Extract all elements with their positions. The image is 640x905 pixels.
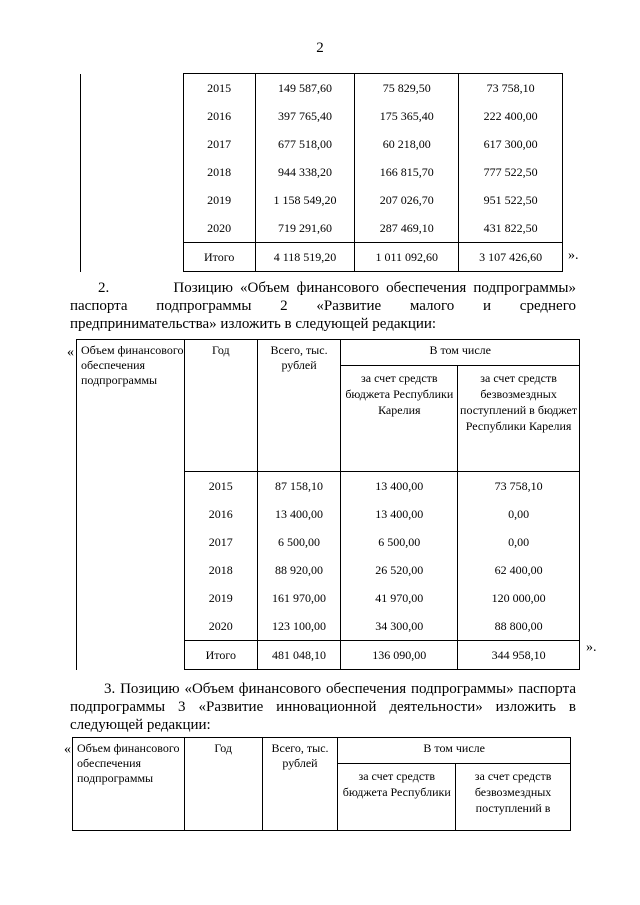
table-row: [81, 74, 563, 103]
table3-opening-quote: «: [64, 742, 71, 757]
page-number: 2: [316, 40, 324, 56]
total-cell: 1 158 549,20: [255, 186, 355, 214]
paragraph-3: 3. Позицию «Объем финансового обеспечения подпрограммы» паспорта подпрограммы 3 «Развитие инновационной деятельности» изложить в следующей редакции:: [70, 681, 576, 733]
including-header: В том числе: [341, 340, 580, 366]
budget-cell: 75 829,50: [355, 74, 459, 103]
year-cell: Итого: [184, 641, 257, 670]
other-cell: 73 758,10: [458, 472, 580, 501]
year-cell: 2020: [183, 214, 255, 243]
budget-cell: 175 365,40: [355, 102, 459, 130]
budget-cell: 1 011 092,60: [355, 243, 459, 272]
total-cell: 123 100,00: [257, 612, 341, 641]
total-cell: 149 587,60: [255, 74, 355, 103]
year-cell: 2017: [183, 130, 255, 158]
position-header: Объем финансового обеспечения подпрограммы: [73, 738, 185, 831]
total-header: Всего, тыс. рублей: [257, 340, 341, 472]
year-cell: 2020: [184, 612, 257, 641]
other-cell: 3 107 426,60: [459, 243, 563, 272]
budget-cell: 287 469,10: [355, 214, 459, 243]
budget-cell: 13 400,00: [341, 472, 458, 501]
total-cell: 6 500,00: [257, 528, 341, 556]
other-cell: 62 400,00: [458, 556, 580, 584]
year-cell: 2018: [184, 556, 257, 584]
table-row: [77, 472, 580, 501]
other-header: за счет средств безвозмездных поступлений в: [456, 764, 571, 831]
total-cell: 944 338,20: [255, 158, 355, 186]
budget-cell: 207 026,70: [355, 186, 459, 214]
other-header: за счет средств безвозмездных поступлений в бюджет Республики Карелия: [458, 366, 580, 472]
total-cell: 4 118 519,20: [255, 243, 355, 272]
empty-position-cell: [77, 472, 185, 670]
other-cell: 120 000,00: [458, 584, 580, 612]
position-header: Объем финансового обеспечения подпрограммы: [77, 340, 185, 472]
other-cell: 73 758,10: [459, 74, 563, 103]
other-cell: 951 522,50: [459, 186, 563, 214]
total-header: Всего, тыс. рублей: [262, 738, 338, 831]
other-cell: 0,00: [458, 500, 580, 528]
year-cell: 2019: [184, 584, 257, 612]
other-cell: 617 300,00: [459, 130, 563, 158]
other-cell: 0,00: [458, 528, 580, 556]
table-subprogram-1-continued: [80, 73, 563, 272]
budget-cell: 13 400,00: [341, 500, 458, 528]
paragraph-2: 2. Позицию «Объем финансового обеспечения подпрограммы» паспорта подпрограммы 2 «Развитие малого и среднего предпринимательства» изложить в следующей редакции:: [70, 280, 576, 332]
budget-cell: 6 500,00: [341, 528, 458, 556]
budget-cell: 34 300,00: [341, 612, 458, 641]
year-cell: 2015: [183, 74, 255, 103]
other-cell: 222 400,00: [459, 102, 563, 130]
year-cell: 2016: [183, 102, 255, 130]
budget-cell: 136 090,00: [341, 641, 458, 670]
total-cell: 677 518,00: [255, 130, 355, 158]
year-cell: 2018: [183, 158, 255, 186]
total-cell: 161 970,00: [257, 584, 341, 612]
other-cell: 88 800,00: [458, 612, 580, 641]
table2-opening-quote: «: [67, 345, 74, 360]
total-cell: 87 158,10: [257, 472, 341, 501]
other-cell: 344 958,10: [458, 641, 580, 670]
year-cell: Итого: [183, 243, 255, 272]
total-cell: 719 291,60: [255, 214, 355, 243]
other-cell: 777 522,50: [459, 158, 563, 186]
budget-header: за счет средств бюджета Республики Карелия: [341, 366, 458, 472]
year-cell: 2019: [183, 186, 255, 214]
year-cell: 2015: [184, 472, 257, 501]
budget-cell: 166 815,70: [355, 158, 459, 186]
total-cell: 13 400,00: [257, 500, 341, 528]
table-subprogram-2: [76, 339, 580, 670]
other-cell: 431 822,50: [459, 214, 563, 243]
budget-header: за счет средств бюджета Республики: [338, 764, 456, 831]
budget-cell: 41 970,00: [341, 584, 458, 612]
including-header: В том числе: [338, 738, 571, 764]
total-cell: 397 765,40: [255, 102, 355, 130]
total-cell: 88 920,00: [257, 556, 341, 584]
budget-cell: 26 520,00: [341, 556, 458, 584]
table-subprogram-3: [72, 737, 571, 831]
budget-cell: 60 218,00: [355, 130, 459, 158]
year-cell: 2016: [184, 500, 257, 528]
total-cell: 481 048,10: [257, 641, 341, 670]
year-cell: 2017: [184, 528, 257, 556]
year-header: Год: [184, 340, 257, 472]
table1-closing-quote: ».: [568, 248, 579, 263]
year-header: Год: [184, 738, 262, 831]
empty-position-cell: [81, 74, 184, 272]
table2-closing-quote: ».: [586, 640, 597, 655]
